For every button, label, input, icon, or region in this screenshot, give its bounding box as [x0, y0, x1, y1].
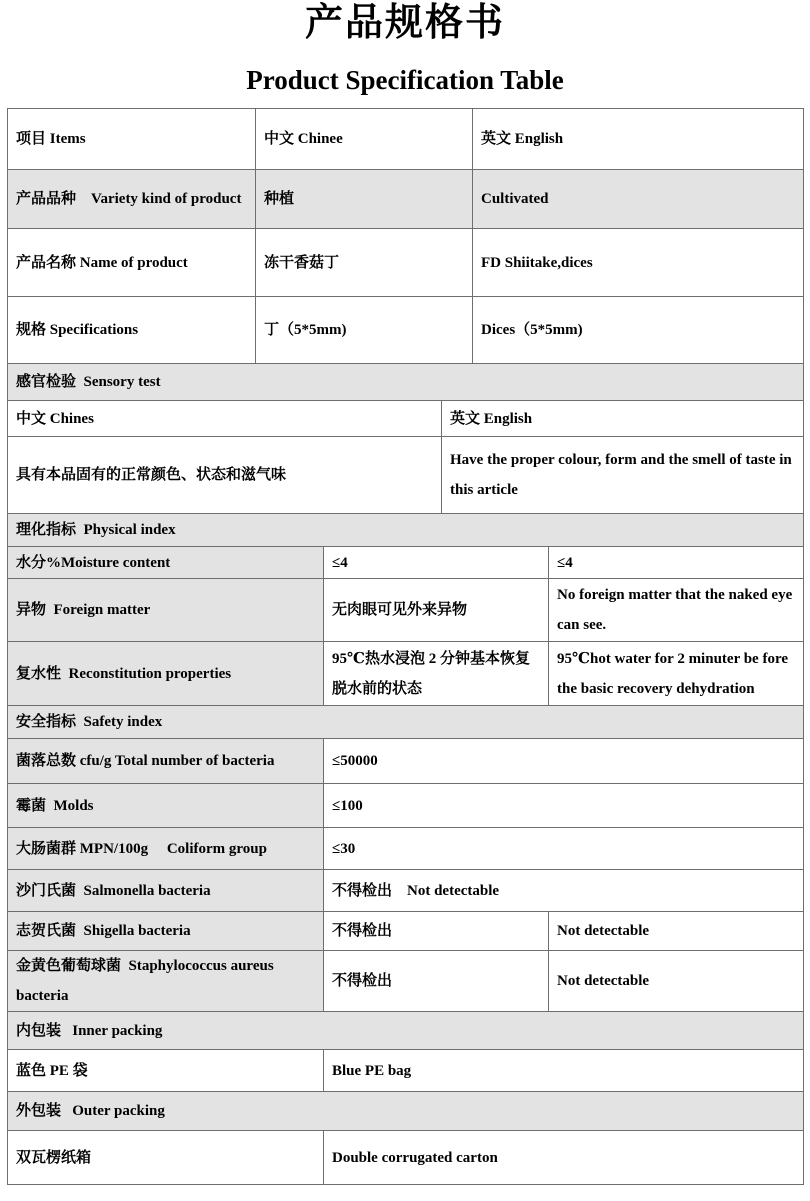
cell-variety-en: Cultivated — [473, 170, 804, 229]
cell-total-bacteria-value: ≤50000 — [324, 739, 804, 784]
cell-outer-packing-section-title: 外包装 Outer packing — [8, 1092, 804, 1131]
page — [0, 2, 810, 1201]
row-reconstitution — [8, 642, 804, 706]
cell-staph-label: 金黄色葡萄球菌 Staphylococcus aureus bacteria — [8, 951, 324, 1012]
row-outer-packing — [8, 1131, 804, 1185]
cell-spec-cn: 丁（5*5mm) — [256, 297, 473, 364]
cell-inner-packing-cn: 蓝色 PE 袋 — [8, 1050, 324, 1092]
cell-variety-label: 产品品种 Variety kind of product — [8, 170, 256, 229]
page-title: 产品规格书 — [304, 2, 505, 44]
row-inner-packing — [8, 1050, 804, 1092]
cell-outer-packing-en: Double corrugated carton — [324, 1131, 804, 1185]
cell-moisture-cn: ≤4 — [324, 547, 549, 579]
cell-staph-cn: 不得检出 — [324, 951, 549, 1012]
cell-inner-packing-en: Blue PE bag — [324, 1050, 804, 1092]
row-salmonella — [8, 870, 804, 912]
cell-english-header: 英文 English — [473, 109, 804, 170]
row-product-name — [8, 229, 804, 297]
cell-molds-label: 霉菌 Molds — [8, 784, 324, 828]
row-total-bacteria — [8, 739, 804, 784]
cell-moisture-label: 水分%Moisture content — [8, 547, 324, 579]
cell-salmonella-label: 沙门氏菌 Salmonella bacteria — [8, 870, 324, 912]
page-subtitle: Product Specification Table — [246, 65, 564, 95]
cell-sensory-en-header: 英文 English — [442, 401, 804, 437]
cell-spec-en: Dices（5*5mm) — [473, 297, 804, 364]
cell-sensory-cn: 具有本品固有的正常颜色、状态和滋气味 — [8, 437, 442, 514]
cell-total-bacteria-label: 菌落总数 cfu/g Total number of bacteria — [8, 739, 324, 784]
row-foreign-matter — [8, 579, 804, 642]
row-sensory-section — [8, 364, 804, 401]
cell-sensory-cn-header: 中文 Chines — [8, 401, 442, 437]
cell-physical-section-title: 理化指标 Physical index — [8, 514, 804, 547]
cell-chinese-header: 中文 Chinee — [256, 109, 473, 170]
row-outer-packing-section — [8, 1092, 804, 1131]
cell-outer-packing-cn: 双瓦楞纸箱 — [8, 1131, 324, 1185]
cell-product-name-label: 产品名称 Name of product — [8, 229, 256, 297]
row-safety-section — [8, 706, 804, 739]
row-specifications — [8, 297, 804, 364]
cell-foreign-en: No foreign matter that the naked eye can see. — [549, 579, 804, 642]
cell-safety-section-title: 安全指标 Safety index — [8, 706, 804, 739]
cell-shigella-cn: 不得检出 — [324, 912, 549, 951]
row-sensory-header — [8, 401, 804, 437]
cell-product-name-en: FD Shiitake,dices — [473, 229, 804, 297]
row-header — [8, 109, 804, 170]
cell-spec-label: 规格 Specifications — [8, 297, 256, 364]
cell-molds-value: ≤100 — [324, 784, 804, 828]
row-variety — [8, 170, 804, 229]
cell-reconstitution-label: 复水性 Reconstitution properties — [8, 642, 324, 706]
cell-reconstitution-en: 95℃hot water for 2 minuter be fore the basic recovery dehydration — [549, 642, 804, 706]
cell-reconstitution-cn: 95℃热水浸泡 2 分钟基本恢复脱水前的状态 — [324, 642, 549, 706]
row-moisture — [8, 547, 804, 579]
spec-table — [7, 108, 804, 1185]
row-sensory-content — [8, 437, 804, 514]
cell-foreign-label: 异物 Foreign matter — [8, 579, 324, 642]
cell-salmonella-value: 不得检出 Not detectable — [324, 870, 804, 912]
cell-product-name-cn: 冻干香菇丁 — [256, 229, 473, 297]
row-inner-packing-section — [8, 1012, 804, 1050]
cell-sensory-en: Have the proper colour, form and the smell of taste in this article — [442, 437, 804, 514]
row-staphylococcus — [8, 951, 804, 1012]
cell-staph-en: Not detectable — [549, 951, 804, 1012]
cell-moisture-en: ≤4 — [549, 547, 804, 579]
cell-items-header: 项目 Items — [8, 109, 256, 170]
row-physical-section — [8, 514, 804, 547]
cell-coliform-value: ≤30 — [324, 828, 804, 870]
cell-foreign-cn: 无肉眼可见外来异物 — [324, 579, 549, 642]
row-coliform — [8, 828, 804, 870]
row-molds — [8, 784, 804, 828]
cell-shigella-en: Not detectable — [549, 912, 804, 951]
cell-variety-cn: 种植 — [256, 170, 473, 229]
row-shigella — [8, 912, 804, 951]
cell-shigella-label: 志贺氏菌 Shigella bacteria — [8, 912, 324, 951]
cell-coliform-label: 大肠菌群 MPN/100g Coliform group — [8, 828, 324, 870]
cell-inner-packing-section-title: 内包装 Inner packing — [8, 1012, 804, 1050]
cell-sensory-section-title: 感官检验 Sensory test — [8, 364, 804, 401]
